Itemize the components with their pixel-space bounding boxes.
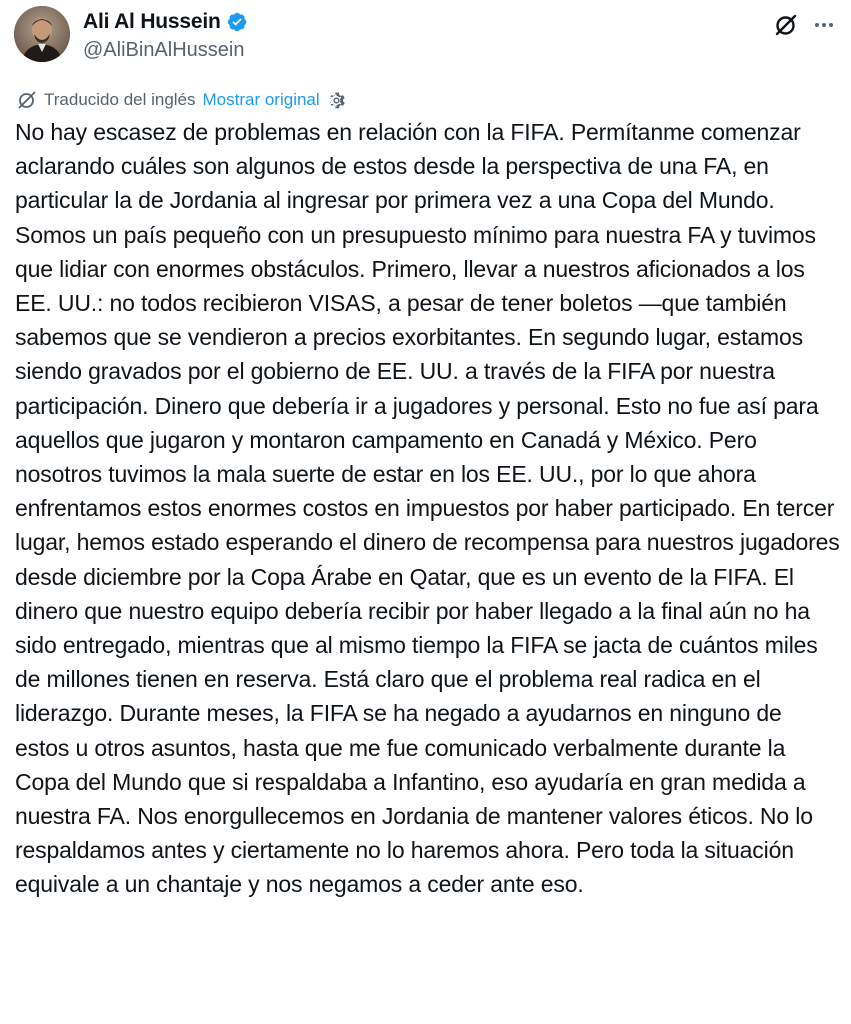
header-actions	[773, 12, 837, 38]
gear-icon[interactable]	[326, 90, 347, 111]
tweet-paragraph-2: Somos un país pequeño con un presupuesto mínimo para nuestra FA y tuvimos que lidiar con enormes obstáculos. Primero, llevar a nuestros aficionados a los EE. UU.: no todos recibieron VISAS, a pesar de tener boletos —que también sabemos que se vendieron a precios exorbitantes. En segundo lugar, estamos siendo gravados por el gobierno de EE. UU. a través de la FIFA por nuestra participación. Dinero que debería ir a jugadores y personal. Esto no fue así para aquellos que jugaron y montaron campamento en Canadá y México. Pero nosotros tuvimos la mala suerte de estar en los EE. UU., por lo que ahora enfrentamos estos enormes costos en impuestos por haber participado. En tercer lugar, hemos estado esperando el dinero de recompensa para nuestros jugadores desde diciembre por la Copa Árabe en Qatar, que es un evento de la FIFA. El dinero que nuestro equipo debería recibir por haber llegado a la final aún no ha sido entregado, mientras que al mismo tiempo la FIFA se jacta de cuántos miles de millones tienen en reserva. Está claro que el problema real radica en el liderazgo. Durante meses, la FIFA se ha negado a ayudarnos en ninguno de estos u otros asuntos, hasta que me fue comunicado verbalmente durante la Copa del Mundo que si respaldaba a Infantino, eso ayudaría en gran medida a nuestra FA. Nos enorgullecemos en Jordania de mantener valores éticos. No lo respaldamos antes y ciertamente no lo haremos ahora. Pero toda la situación equivale a un chantaje y nos negamos a ceder ante eso.	[15, 221, 840, 898]
tweet-header	[14, 6, 837, 66]
translation-bar	[16, 88, 347, 112]
tweet-text	[15, 115, 841, 902]
show-original-link[interactable]: Mostrar original	[202, 90, 320, 109]
avatar[interactable]	[14, 6, 70, 62]
author-info	[83, 9, 248, 62]
more-horizontal-icon[interactable]	[811, 12, 837, 38]
avatar-photo	[14, 6, 70, 62]
tweet-paragraph-1: No hay escasez de problemas en relación con la FIFA. Permítanme comenzar aclarando cuáles son algunos de estos desde la perspectiva de una FA, en particular la de Jordania al ingresar por primera vez a una Copa del Mundo.	[15, 119, 801, 214]
grok-slash-icon[interactable]	[773, 12, 799, 38]
grok-translate-icon	[16, 89, 38, 111]
handle[interactable]: @AliBinAlHussein	[83, 39, 245, 61]
verified-badge-icon[interactable]	[226, 11, 248, 33]
display-name[interactable]: Ali Al Hussein	[83, 10, 221, 33]
translated-label: Traducido del inglés	[44, 90, 196, 109]
name-row	[83, 9, 248, 35]
